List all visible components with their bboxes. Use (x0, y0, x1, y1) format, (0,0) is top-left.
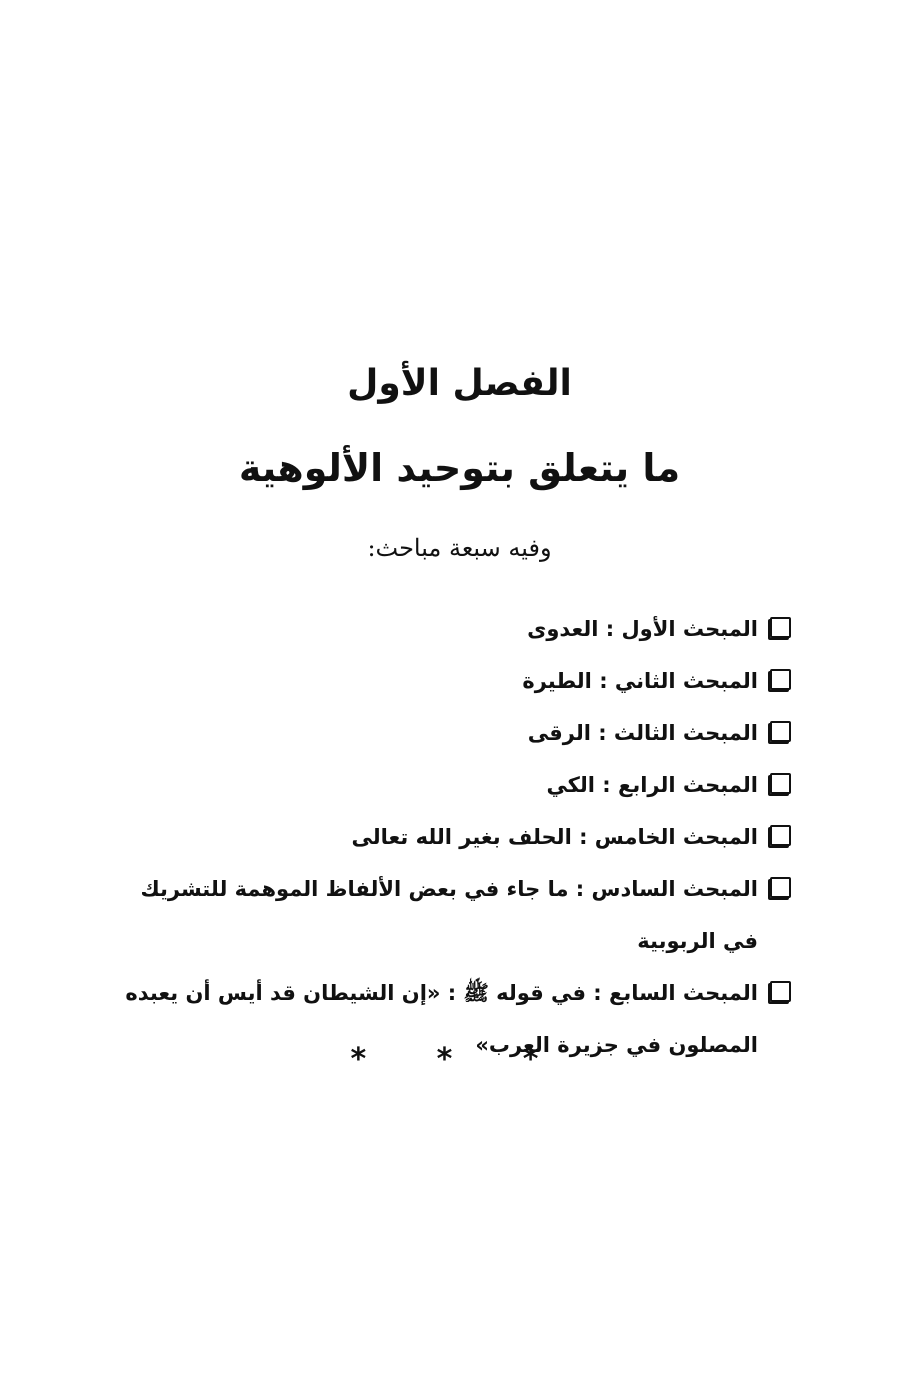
topics-list (111, 603, 791, 1071)
topic-text: المبحث الثاني : الطيرة (522, 669, 758, 693)
topic-text: المبحث الرابع : الكي (546, 773, 758, 797)
list-item (111, 707, 791, 759)
checkbox-icon (770, 617, 791, 638)
list-item (111, 811, 791, 863)
list-item (111, 655, 791, 707)
list-item (111, 603, 791, 655)
section-separator: * * * (350, 1042, 569, 1077)
chapter-title: الفصل الأول (347, 363, 572, 404)
topic-text: المبحث السابع : في قوله ﷺ : «إن الشيطان قد أيس أن يعبده المصلون في جزيرة العرب» (125, 981, 758, 1057)
topic-text: المبحث الأول : العدوى (527, 617, 758, 641)
checkbox-icon (770, 825, 791, 846)
checkbox-icon (770, 981, 791, 1002)
checkbox-icon (770, 669, 791, 690)
topic-text: المبحث الخامس : الحلف بغير الله تعالى (351, 825, 758, 849)
checkbox-icon (770, 877, 791, 898)
chapter-subtitle: ما يتعلق بتوحيد الألوهية (238, 446, 681, 490)
topic-text: المبحث السادس : ما جاء في بعض الألفاظ الموهمة للتشريك في الربوبية (140, 877, 758, 953)
list-item (111, 759, 791, 811)
checkbox-icon (770, 773, 791, 794)
chapter-intro: وفيه سبعة مباحث: (367, 534, 552, 562)
topic-text: المبحث الثالث : الرقى (527, 721, 758, 745)
list-item (111, 863, 791, 967)
checkbox-icon (770, 721, 791, 742)
